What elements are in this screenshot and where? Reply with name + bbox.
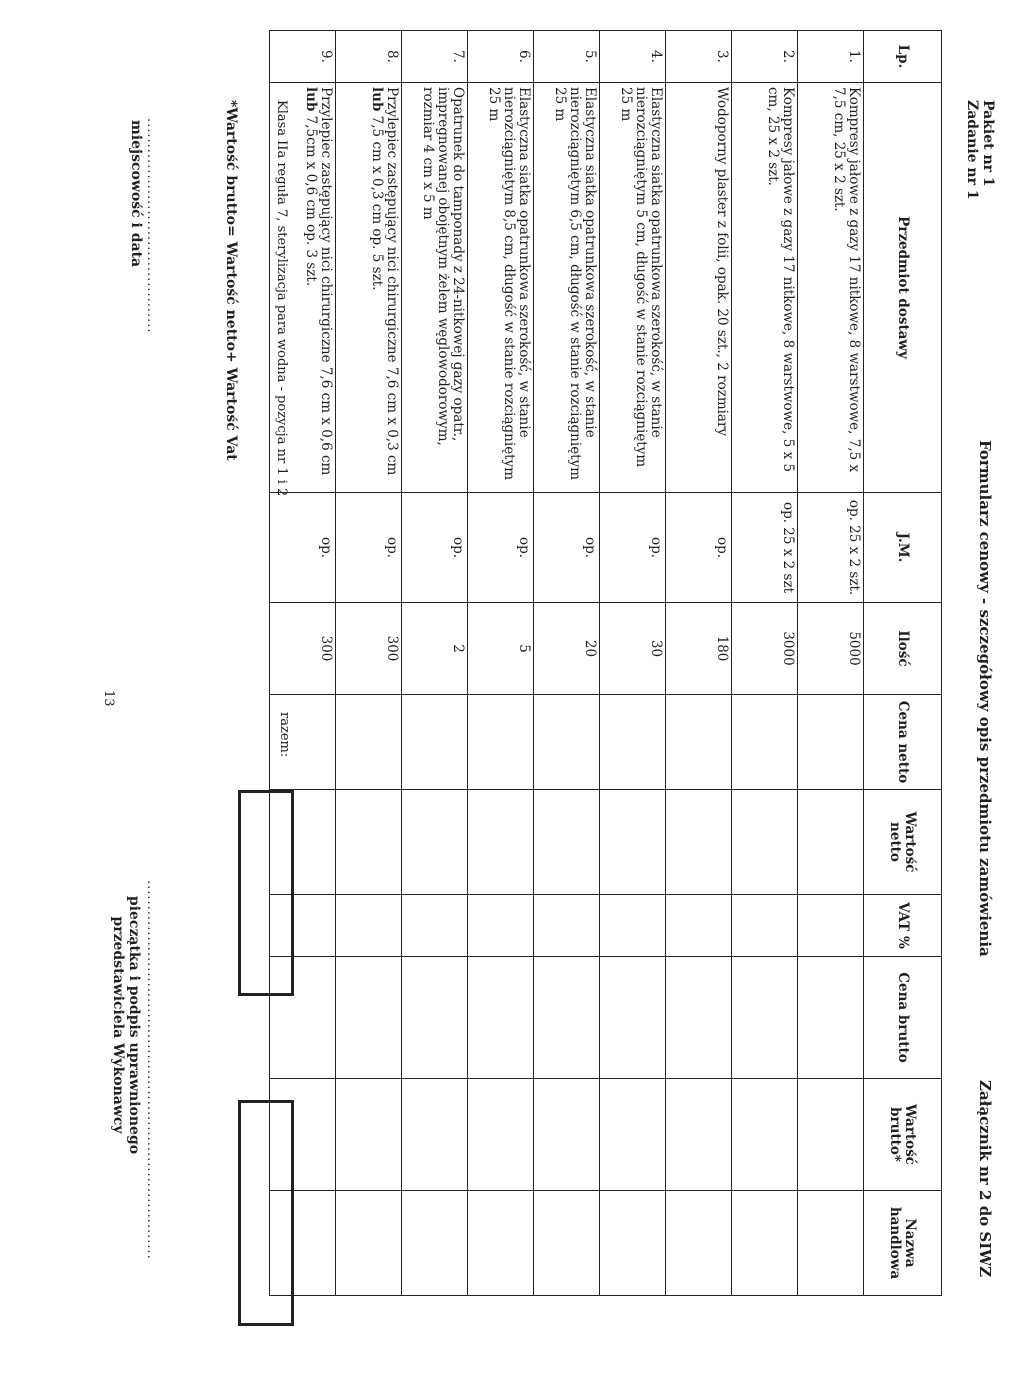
gross-value-cell[interactable] (798, 1079, 864, 1191)
table-row (468, 31, 534, 1296)
gross-value-cell[interactable] (666, 1079, 732, 1191)
row-lp: 2. (732, 31, 798, 83)
col-header-unit: J.M. (864, 493, 942, 603)
col-header-trade-name: Nazwa handlowa (864, 1191, 942, 1296)
row-unit: op. (270, 493, 336, 603)
net-price-cell[interactable] (336, 695, 402, 790)
gross-value-cell[interactable] (534, 1079, 600, 1191)
row-qty: 20 (534, 603, 600, 695)
net-price-cell[interactable] (402, 695, 468, 790)
col-header-qty: Ilość (864, 603, 942, 695)
row-qty: 180 (666, 603, 732, 695)
gross-value-cell[interactable] (600, 1079, 666, 1191)
row-unit: op. (468, 493, 534, 603)
gross-value-formula: *Wartość brutto= Wartość netto+ Wartość Vat (223, 100, 239, 461)
price-table (269, 30, 942, 1296)
row-lp: 6. (468, 31, 534, 83)
gross-value-cell[interactable] (468, 1079, 534, 1191)
gross-price-cell[interactable] (798, 957, 864, 1079)
gross-price-cell[interactable] (534, 957, 600, 1079)
net-price-cell[interactable] (666, 695, 732, 790)
col-header-net-value: Wartość netto (864, 790, 942, 895)
place-date-label: miejscowość i data (128, 120, 144, 268)
gross-value-cell[interactable] (732, 1079, 798, 1191)
net-value-cell[interactable] (468, 790, 534, 895)
trade-name-cell[interactable] (402, 1191, 468, 1296)
row-unit: op. 25 x 2 szt (732, 493, 798, 603)
table-row (666, 31, 732, 1296)
place-date-line: .......................................... (144, 118, 159, 334)
vat-cell[interactable] (732, 895, 798, 957)
row-item: Elastyczna siatka opatrunkowa szerokość, w stanie nierozciągniętym 6,5 cm, długość w stanie rozciągniętym 25 m (534, 83, 600, 493)
vat-cell[interactable] (666, 895, 732, 957)
row-item: Elastyczna siatka opatrunkowa szerokość, w stanie nierozciągniętym 5 cm, długość w stanie rozciągniętym 25 m (600, 83, 666, 493)
signature-label: pieczątka i podpis uprawnionego przedstawiciela Wykonawcy (110, 895, 142, 1155)
col-header-gross-value: Wartość brutto* (864, 1079, 942, 1191)
table-row (798, 31, 864, 1296)
row-item: Kompresy jałowe z gazy 17 nitkowe, 8 warstwowe, 7,5 x 7,5 cm, 25 x 2 szt. (798, 83, 864, 493)
total-net-value-box[interactable] (238, 790, 294, 996)
net-value-cell[interactable] (402, 790, 468, 895)
row-qty: 5 (468, 603, 534, 695)
vat-cell[interactable] (798, 895, 864, 957)
gross-value-cell[interactable] (336, 1079, 402, 1191)
row-lp: 1. (798, 31, 864, 83)
row-lp: 4. (600, 31, 666, 83)
net-price-cell[interactable] (534, 695, 600, 790)
vat-cell[interactable] (336, 895, 402, 957)
gross-value-cell[interactable] (402, 1079, 468, 1191)
row-unit: op. (402, 493, 468, 603)
item-or: lub (303, 87, 319, 112)
net-price-cell[interactable] (600, 695, 666, 790)
net-value-cell[interactable] (666, 790, 732, 895)
net-value-cell[interactable] (534, 790, 600, 895)
row-unit: op. (534, 493, 600, 603)
row-lp: 3. (666, 31, 732, 83)
row-qty: 2 (402, 603, 468, 695)
sterilization-note: Klasa IIa reguła 7, sterylizacja para wodna - pozycja nr 1 i 2 (274, 100, 289, 497)
row-item: Kompresy jałowe z gazy 17 nitkowe, 8 warstwowe, 5 x 5 cm, 25 x 2 szt. (732, 83, 798, 493)
col-header-gross-price: Cena brutto (864, 957, 942, 1079)
col-header-vat: VAT % (864, 895, 942, 957)
row-item: Opatrunek do tamponady z 24-nitkowej gazy opatr., impregnowanej obojętnym żelem węglowodorowym, rozmiar 4 cm x 5 m (402, 83, 468, 493)
row-lp: 5. (534, 31, 600, 83)
row-lp: 8. (336, 31, 402, 83)
row-lp: 7. (402, 31, 468, 83)
net-price-cell[interactable] (798, 695, 864, 790)
row-item: Elastyczna siatka opatrunkowa szerokość, w stanie nierozciągniętym 8,5 cm, długość w stanie rozciągniętym 25 m (468, 83, 534, 493)
table-row (336, 31, 402, 1296)
row-lp: 9. (270, 31, 336, 83)
vat-cell[interactable] (600, 895, 666, 957)
vat-cell[interactable] (534, 895, 600, 957)
row-qty: 300 (336, 603, 402, 695)
row-item (336, 83, 402, 493)
row-unit: op. (666, 493, 732, 603)
item-text: 7,5 cm x 0,3 cm op. 5 szt. (369, 111, 385, 291)
item-text: 7,5cm x 0,6 cm op. 3 szt. (303, 111, 319, 287)
row-item: Wodoporny plaster z folii, opak. 20 szt., 2 rozmiary (666, 83, 732, 493)
package-heading (964, 100, 996, 200)
page-number: 13 (101, 690, 116, 707)
net-price-cell[interactable] (468, 695, 534, 790)
trade-name-cell[interactable] (468, 1191, 534, 1296)
vat-cell[interactable] (402, 895, 468, 957)
table-header-row (864, 31, 942, 1296)
table-row (600, 31, 666, 1296)
row-unit: op. 25 x 2 szt. (798, 493, 864, 603)
total-label: razem: (277, 712, 292, 758)
col-header-lp: Lp. (864, 31, 942, 83)
gross-price-cell[interactable] (732, 957, 798, 1079)
gross-price-cell[interactable] (402, 957, 468, 1079)
table-row (534, 31, 600, 1296)
trade-name-cell[interactable] (666, 1191, 732, 1296)
trade-name-cell[interactable] (336, 1191, 402, 1296)
vat-cell[interactable] (468, 895, 534, 957)
table-row (732, 31, 798, 1296)
item-text: Przylepiec zastępujący nici chirurgiczne 7,6 cm x 0,6 cm (318, 87, 334, 476)
form-title: Formularz cenowy - szczegółowy opis przedmiotu zamówienia (976, 440, 994, 957)
trade-name-cell[interactable] (732, 1191, 798, 1296)
gross-price-cell[interactable] (336, 957, 402, 1079)
signature-line: .......................................................................... (144, 880, 159, 1260)
table-row (402, 31, 468, 1296)
trade-name-cell[interactable] (798, 1191, 864, 1296)
row-unit: op. (336, 493, 402, 603)
row-qty: 30 (600, 603, 666, 695)
col-header-item: Przedmiot dostawy (864, 83, 942, 493)
package-label: Pakiet nr 1 (980, 100, 996, 187)
row-unit: op. (600, 493, 666, 603)
net-value-cell[interactable] (798, 790, 864, 895)
total-gross-value-box[interactable] (238, 1100, 294, 1326)
row-qty: 5000 (798, 603, 864, 695)
net-value-cell[interactable] (600, 790, 666, 895)
net-price-cell[interactable] (732, 695, 798, 790)
trade-name-cell[interactable] (600, 1191, 666, 1296)
col-header-net-price: Cena netto (864, 695, 942, 790)
task-label: Zadanie nr 1 (964, 100, 980, 200)
row-qty: 3000 (732, 603, 798, 695)
trade-name-cell[interactable] (534, 1191, 600, 1296)
item-text: Przylepiec zastępujący nici chirurgiczne 7,6 cm x 0,3 cm (384, 87, 400, 476)
gross-price-cell[interactable] (666, 957, 732, 1079)
gross-price-cell[interactable] (600, 957, 666, 1079)
item-or: lub (369, 87, 385, 112)
net-value-cell[interactable] (336, 790, 402, 895)
net-value-cell[interactable] (732, 790, 798, 895)
gross-price-cell[interactable] (468, 957, 534, 1079)
attachment-label: Załącznik nr 2 do SIWZ (976, 1080, 994, 1278)
row-qty: 300 (270, 603, 336, 695)
